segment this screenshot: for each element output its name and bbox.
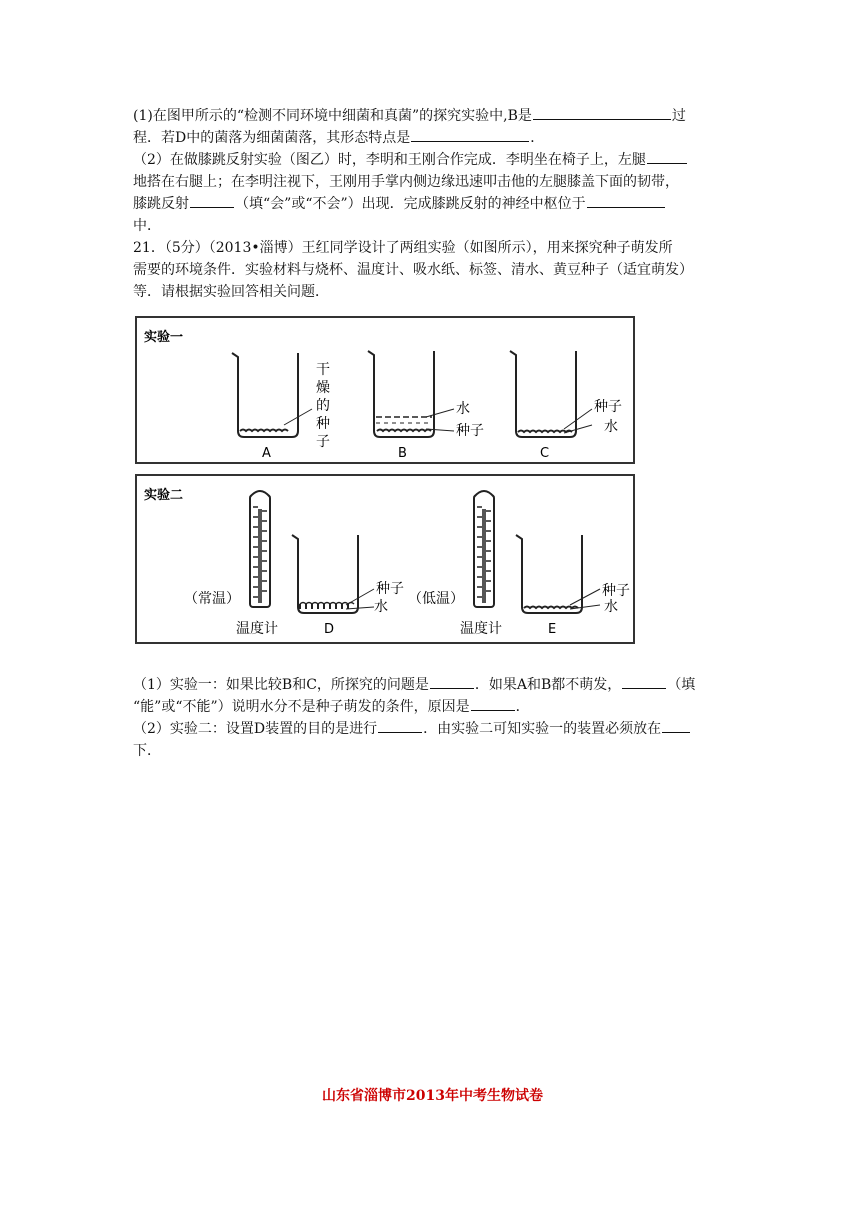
label-water-c: 水: [604, 419, 618, 435]
answer-blank[interactable]: [622, 674, 666, 689]
answer-blank[interactable]: [662, 718, 690, 733]
label-a: A: [262, 446, 271, 461]
label-d: D: [324, 622, 335, 637]
answer-blank[interactable]: [411, 127, 529, 142]
answer-blank[interactable]: [471, 696, 515, 711]
answer-blank[interactable]: [533, 105, 671, 120]
page-footer-title: 山东省淄博市2013年中考生物试卷: [322, 1088, 543, 1104]
label-a-char: 种: [316, 416, 330, 432]
experiment-figure: [134, 313, 638, 647]
label-a-char: 子: [316, 434, 330, 450]
label-thermometer-2: 温度计: [460, 621, 502, 637]
label-a-char: 干: [316, 362, 330, 378]
label-water-b: 水: [456, 401, 470, 417]
label-seed-b: 种子: [456, 423, 484, 439]
q20-line-3: （2）在做膝跳反射实验（图乙）时，李明和王刚合作完成．李明坐在椅子上，左腿: [133, 149, 733, 171]
q21-part2-line-2: 下．: [133, 743, 161, 759]
label-normal-temp: （常温）: [184, 591, 240, 607]
experiment-1-frame: [136, 317, 634, 463]
q21-line-3: 等．请根据实验回答相关问题．: [133, 284, 329, 300]
q21-part1-line-2: “能”或“不能”）说明水分不是种子萌发的条件，原因是 ．: [133, 696, 733, 718]
answer-blank[interactable]: [587, 193, 665, 208]
question-20: [133, 105, 733, 303]
q20-line-2: 程．若D中的菌落为细菌菌落，其形态特点是 ．: [133, 127, 733, 149]
q20-line-1: (1)在图甲所示的“检测不同环境中细菌和真菌”的探究实验中,B是 过: [133, 105, 733, 127]
label-seed-e: 种子: [602, 583, 630, 599]
q20-line-6: 中．: [133, 218, 161, 234]
label-a-char: 的: [316, 398, 330, 414]
label-thermometer-1: 温度计: [236, 621, 278, 637]
thermometer-low: [474, 491, 494, 607]
label-c: C: [540, 446, 550, 461]
q21-line-2: 需要的环境条件．实验材料与烧杯、温度计、吸水纸、标签、清水、黄豆种子（适宜萌发）: [133, 262, 693, 278]
experiment-2-title: 实验二: [144, 488, 184, 503]
answer-blank[interactable]: [378, 718, 422, 733]
label-seed-d: 种子: [376, 581, 404, 597]
q21-part1-line-1: （1）实验一：如果比较B和C，所探究的问题是 ．如果A和B都不萌发， （填: [133, 674, 733, 696]
experiment-1-title: 实验一: [144, 330, 184, 345]
answer-blank[interactable]: [430, 674, 474, 689]
label-water-e: 水: [604, 599, 618, 615]
label-water-d: 水: [374, 599, 388, 615]
q21-part2-line-1: （2）实验二：设置D装置的目的是进行 ．由实验二可知实验一的装置必须放在: [133, 718, 733, 740]
experiment-2-frame: [136, 475, 634, 643]
label-low-temp: （低温）: [408, 591, 464, 607]
thermometer-normal: [250, 491, 270, 607]
label-seed-c: 种子: [594, 399, 622, 415]
label-b: B: [398, 446, 407, 461]
answer-blank[interactable]: [647, 149, 687, 164]
q21-line-1: 21．（5分）（2013•淄博）王红同学设计了两组实验（如图所示），用来探究种子萌发所: [133, 240, 673, 256]
q20-line-5: 膝跳反射 （填“会”或“不会”）出现．完成膝跳反射的神经中枢位于: [133, 193, 733, 215]
answer-blank[interactable]: [190, 193, 234, 208]
label-e: E: [548, 622, 557, 637]
q20-line-4: 地搭在右腿上；在李明注视下，王刚用手掌内侧边缘迅速叩击他的左腿膝盖下面的韧带，: [133, 174, 679, 190]
question-21-parts: [133, 674, 733, 762]
label-a-char: 燥: [316, 380, 330, 396]
